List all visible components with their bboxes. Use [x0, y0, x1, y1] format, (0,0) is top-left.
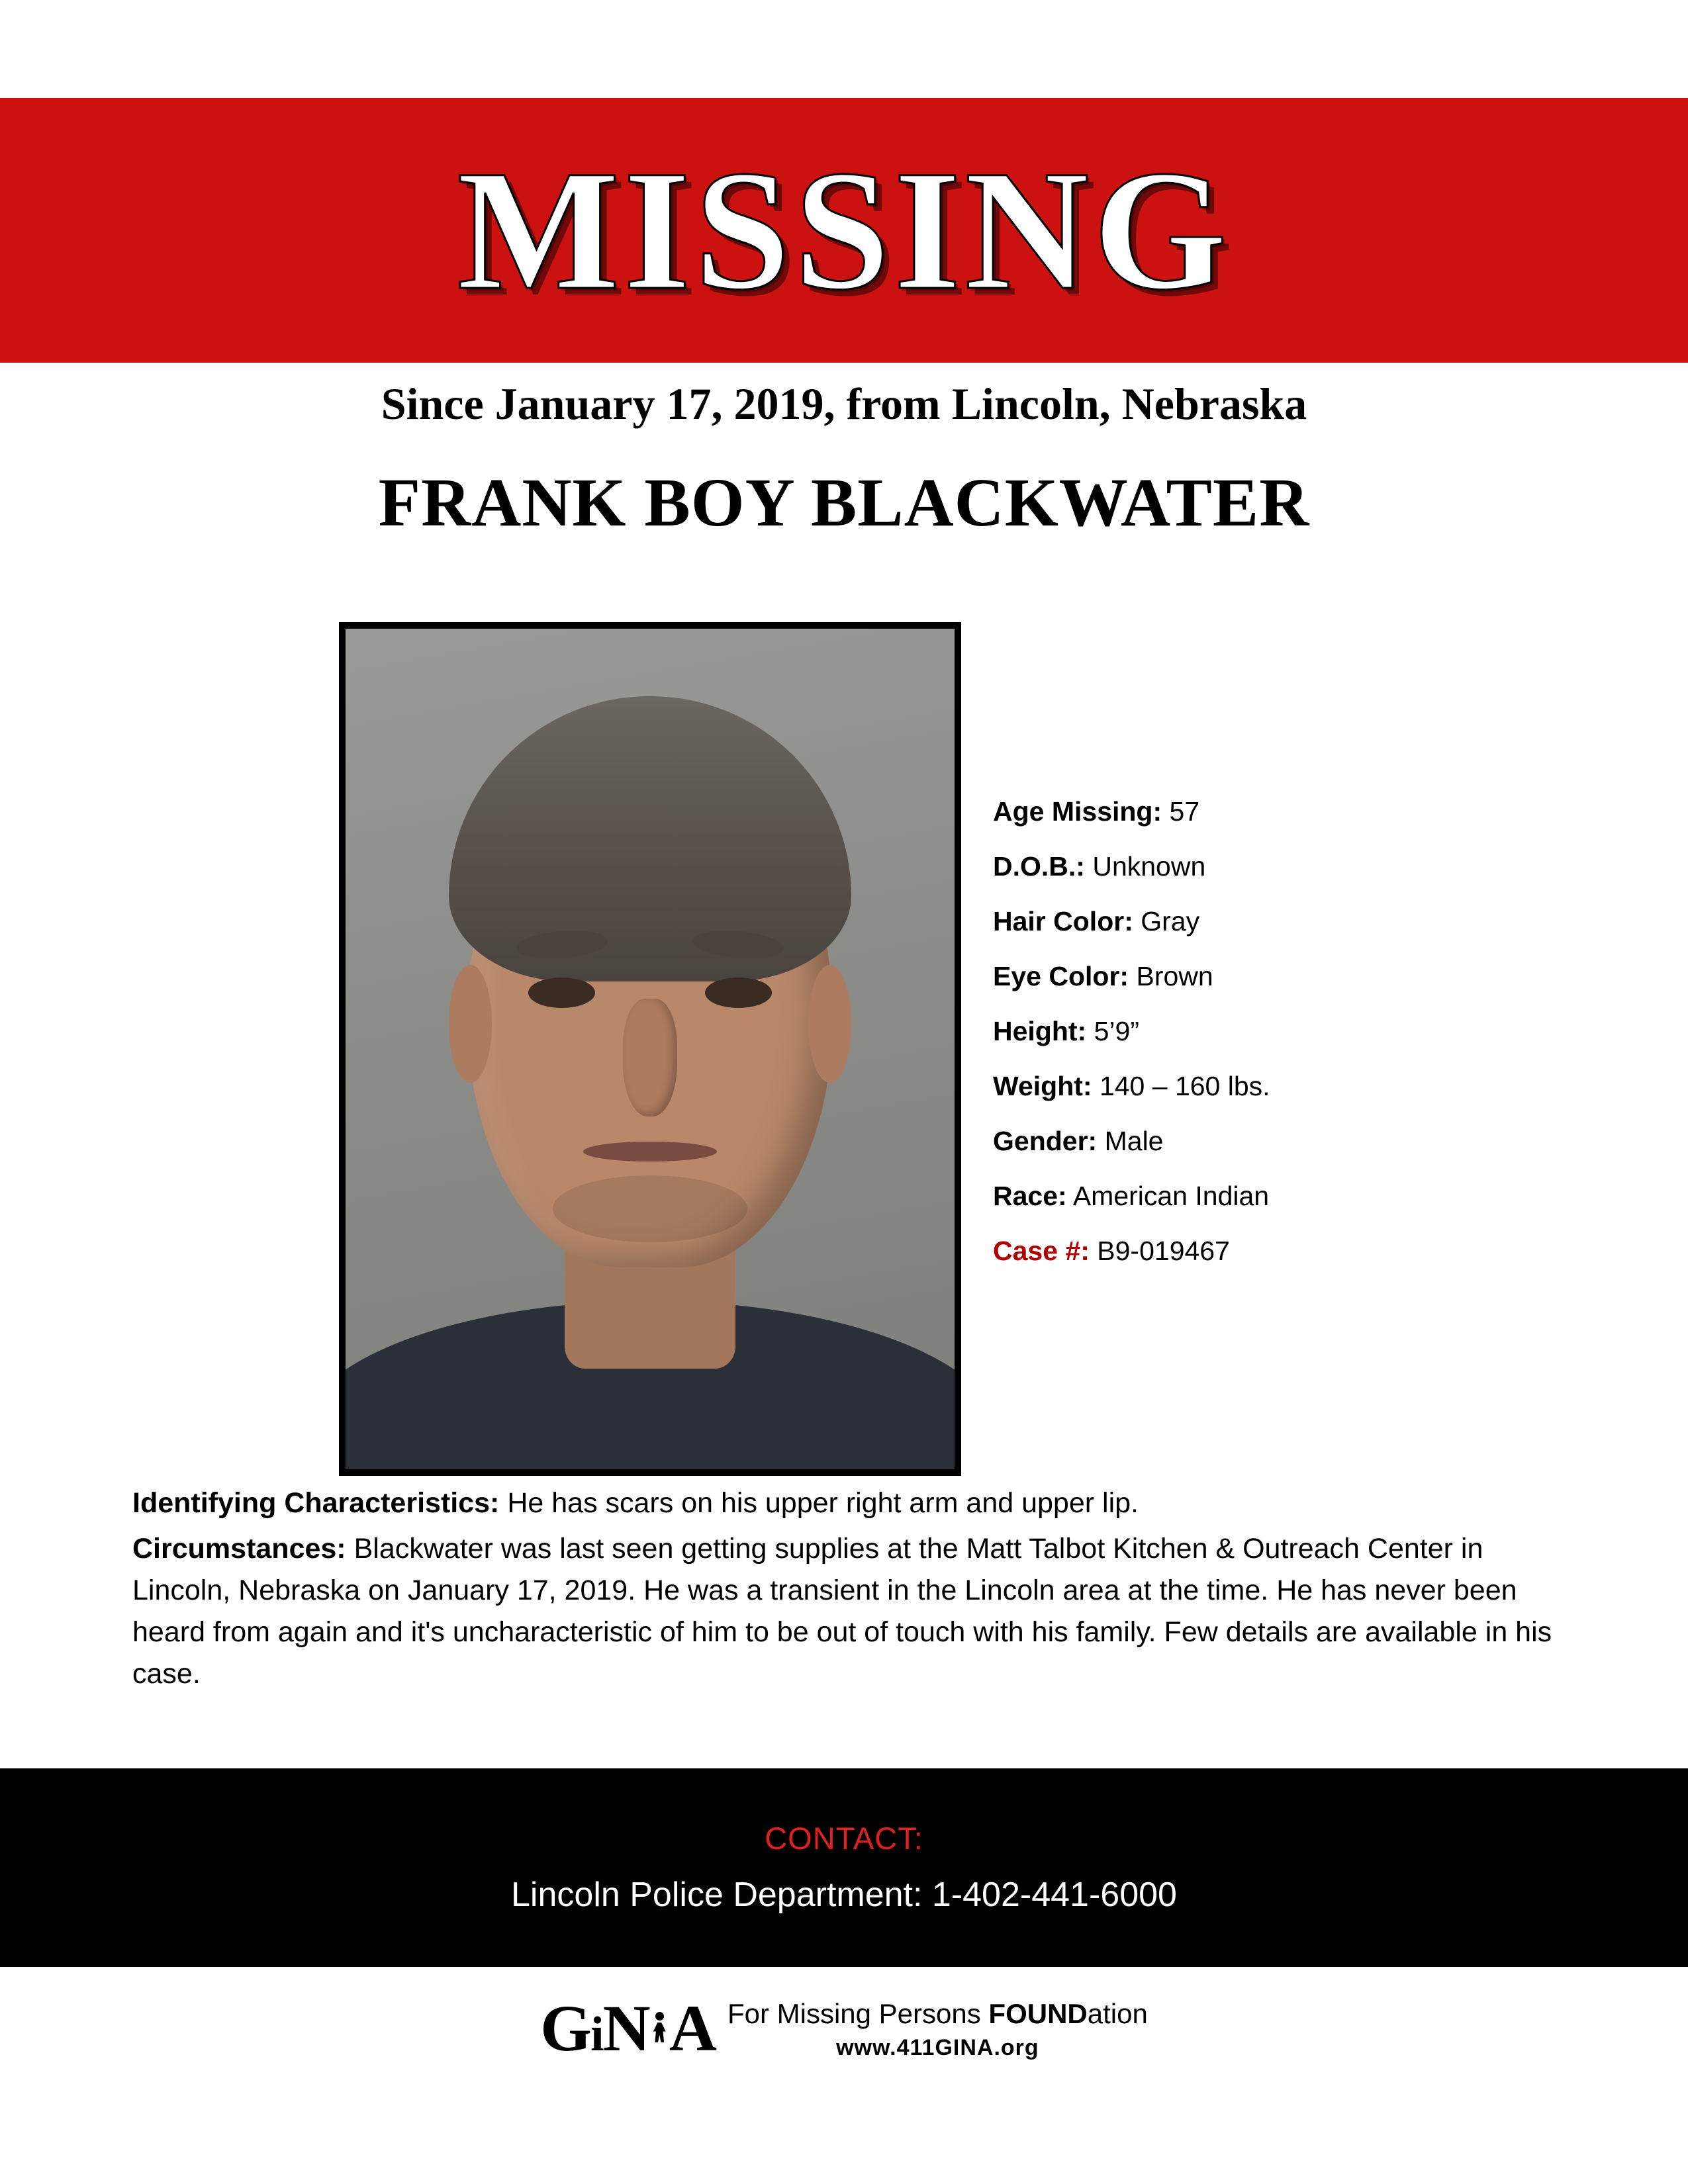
detail-label: Race: — [993, 1181, 1067, 1211]
missing-banner — [0, 98, 1688, 363]
detail-label: Case #: — [993, 1236, 1090, 1266]
contact-title: CONTACT: — [765, 1821, 923, 1856]
circumstances — [132, 1528, 1575, 1695]
tagline-pre: For Missing Persons — [727, 1997, 989, 2029]
detail-label: Height: — [993, 1016, 1087, 1046]
detail-label: Eye Color: — [993, 961, 1129, 991]
circumstances-text: Blackwater was last seen getting supplies at the Matt Talbot Kitchen & Outreach Center in Lincoln, Nebraska on January 17, 2019. He was a transient in the Lincoln area at the time. He has never been heard from again and it's uncharacteristic of him to be out of touch with his family. Few details are available in his case. — [132, 1533, 1552, 1690]
detail-race — [993, 1169, 1642, 1224]
banner-title: MISSING — [457, 135, 1231, 326]
logo-letter-i: i — [590, 2007, 603, 2062]
detail-label: Weight: — [993, 1071, 1092, 1101]
detail-label: Hair Color: — [993, 906, 1133, 936]
identifying-label: Identifying Characteristics: — [132, 1487, 500, 1519]
identifying-characteristics — [132, 1482, 1575, 1524]
photo-eye-left — [528, 978, 595, 1008]
logo-text-block — [727, 1997, 1148, 2066]
detail-hair-color — [993, 894, 1642, 949]
narrative-block — [132, 1482, 1575, 1699]
tagline-bold: FOUND — [988, 1997, 1088, 2029]
photo-nose — [623, 999, 678, 1116]
logo-tagline — [727, 1997, 1148, 2030]
identifying-text: He has scars on his upper right arm and upper lip. — [507, 1487, 1139, 1519]
detail-label: Gender: — [993, 1126, 1098, 1156]
detail-height — [993, 1004, 1642, 1059]
detail-age-missing — [993, 784, 1642, 839]
logo-letter-a: A — [669, 1991, 716, 2065]
since-line: Since January 17, 2019, from Lincoln, Nebraska — [381, 379, 1307, 429]
detail-value: Male — [1104, 1126, 1164, 1156]
photo-eye-right — [705, 978, 772, 1008]
detail-value: American Indian — [1072, 1181, 1270, 1211]
photo-ear-left — [449, 965, 491, 1083]
detail-dob — [993, 839, 1642, 894]
page-title: FRANK BOY BLACKWATER — [378, 465, 1310, 541]
logo-url[interactable]: www.411GINA.org — [836, 2034, 1039, 2060]
detail-case-number — [993, 1224, 1642, 1279]
detail-eye-color — [993, 949, 1642, 1004]
logo-letter-g: G — [540, 1991, 590, 2065]
photo-mouth — [583, 1142, 717, 1161]
photo-ear-right — [808, 965, 851, 1083]
detail-value: Unknown — [1092, 851, 1206, 882]
missing-person-photo — [339, 622, 961, 1476]
logo-letter-n: N — [602, 1991, 649, 2065]
detail-gender — [993, 1114, 1642, 1169]
details-list — [993, 784, 1642, 1279]
contact-bar — [0, 1768, 1688, 1967]
photo-chin-shadow — [553, 1175, 747, 1243]
person-icon — [651, 2012, 668, 2050]
tagline-post: ation — [1087, 1997, 1148, 2029]
detail-weight — [993, 1059, 1642, 1114]
gina-wordmark — [540, 1991, 716, 2068]
detail-value: 140 – 160 lbs. — [1099, 1071, 1270, 1101]
detail-value: 5’9” — [1094, 1016, 1139, 1046]
photo-content — [346, 629, 955, 1469]
footer-logo — [0, 1991, 1688, 2068]
detail-label: D.O.B.: — [993, 851, 1085, 882]
circumstances-label: Circumstances: — [132, 1533, 346, 1565]
detail-value: B9-019467 — [1097, 1236, 1230, 1266]
detail-value: 57 — [1169, 796, 1200, 827]
gina-logo[interactable] — [540, 1991, 1148, 2068]
detail-value: Brown — [1136, 961, 1213, 991]
detail-value: Gray — [1141, 906, 1200, 936]
detail-label: Age Missing: — [993, 796, 1162, 827]
contact-phone[interactable]: Lincoln Police Department: 1-402-441-6000 — [511, 1876, 1177, 1914]
